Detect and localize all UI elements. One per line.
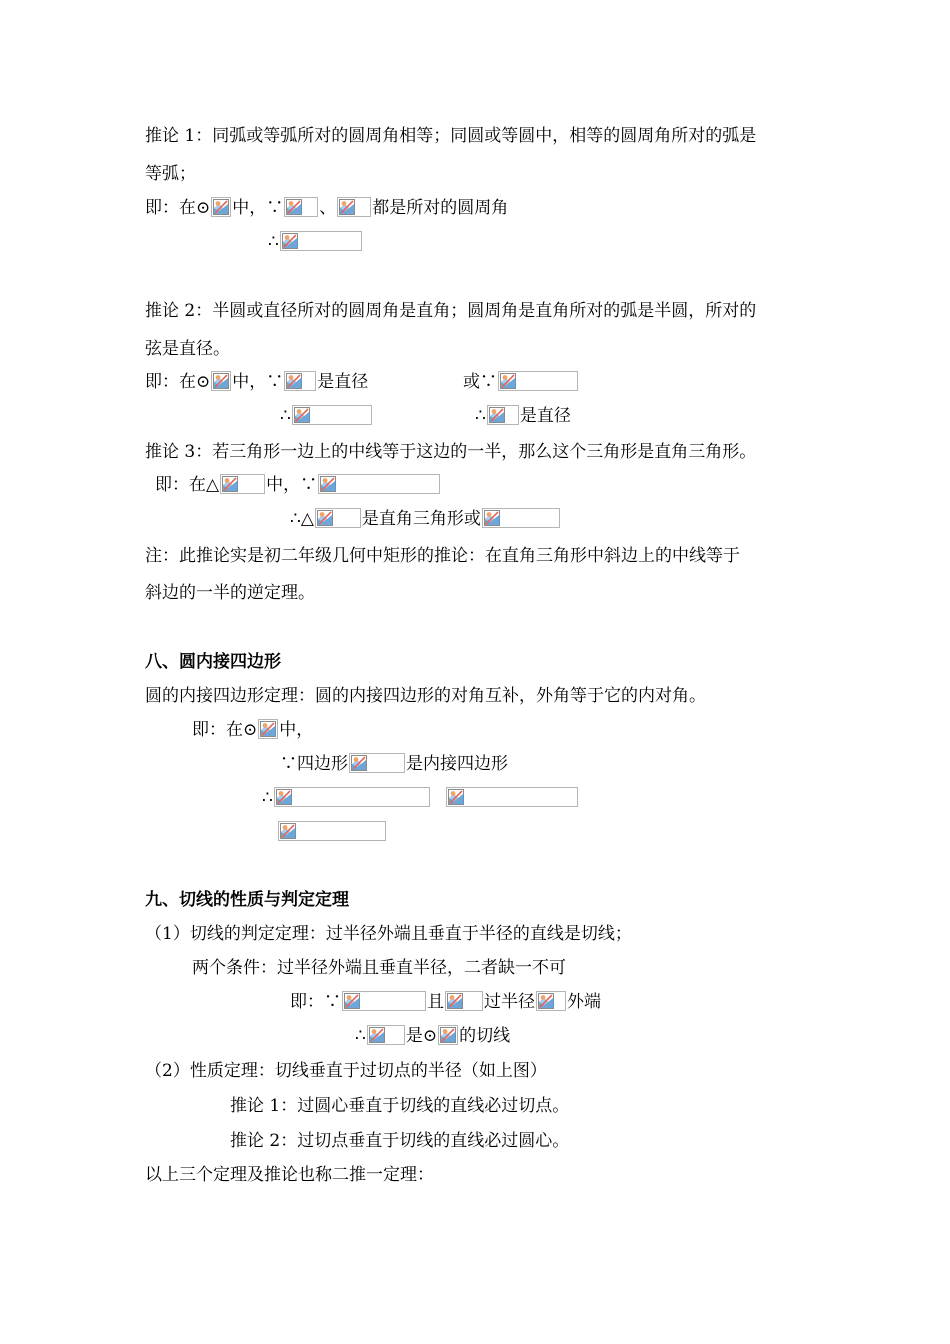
section-8-theorem [145, 685, 706, 707]
text: 推论 2：半圆或直径所对的圆周角是直角；圆周角是直角所对的弧是半圆，所对的 [145, 301, 757, 321]
section-9-summary [145, 1164, 434, 1186]
text: ∴ [475, 406, 486, 426]
text: 两个条件：过半径外端且垂直半径，二者缺一不可 [192, 958, 566, 978]
section-9-corollary-1 [230, 1095, 569, 1117]
corollary-2-given [145, 371, 368, 393]
text: 八、圆内接四边形 [145, 652, 281, 672]
section-9-criterion [145, 923, 632, 945]
broken-image-icon [274, 787, 430, 807]
text: 推论 1：过圆心垂直于切线的直线必过切点。 [230, 1096, 570, 1116]
corollary-2-conclusion [280, 405, 373, 427]
text: 中， [279, 720, 314, 740]
corollary-3-conclusion [290, 508, 561, 530]
text: 即：在⊙ [145, 198, 211, 218]
text: ∴ [355, 1026, 366, 1046]
corollary-1-text-line2 [145, 163, 196, 185]
broken-image-icon [284, 371, 316, 391]
section-8-given-circle [192, 719, 313, 741]
section-9-given [290, 991, 601, 1013]
broken-image-icon [278, 821, 386, 841]
broken-image-icon [318, 474, 440, 494]
broken-image-icon [220, 474, 265, 494]
broken-image-icon [211, 197, 231, 217]
broken-image-icon [342, 991, 426, 1011]
section-9-corollary-2 [230, 1130, 569, 1152]
broken-image-icon [438, 1025, 458, 1045]
text: 斜边的一半的逆定理。 [145, 583, 315, 603]
corollary-1-given [145, 197, 508, 219]
text: 以上三个定理及推论也称二推一定理： [145, 1165, 434, 1185]
broken-image-icon [446, 787, 578, 807]
text: 即：在⊙ [192, 720, 258, 740]
text: 是直径 [317, 372, 369, 392]
section-9-conditions [192, 957, 566, 979]
broken-image-icon [337, 197, 371, 217]
text: 是直角三角形或 [361, 509, 481, 529]
text: 等弧； [145, 164, 196, 184]
section-8-conclusion [262, 787, 579, 809]
corollary-3-text [145, 441, 756, 463]
broken-image-icon [487, 405, 519, 425]
text: ∴ [262, 788, 273, 808]
text: 是直径 [519, 406, 571, 426]
section-9-property [145, 1060, 547, 1082]
text: ∴△ [290, 509, 314, 529]
text: 的切线 [459, 1026, 511, 1046]
corollary-2-text-line2 [145, 338, 230, 360]
broken-image-icon [292, 405, 372, 425]
text: 中，∵ [232, 372, 284, 392]
text: 中，∵ [266, 475, 318, 495]
text: 即：在⊙ [145, 372, 211, 392]
text: 推论 1：同弧或等弧所对的圆周角相等；同圆或等圆中，相等的圆周角所对的弧是 [145, 126, 757, 146]
broken-image-icon [445, 991, 483, 1011]
section-8-conclusion-2 [277, 821, 387, 843]
broken-image-icon [258, 719, 278, 739]
text: 过半径 [484, 992, 535, 1012]
broken-image-icon [349, 753, 405, 773]
corollary-1-text-line1 [145, 125, 756, 147]
broken-image-icon [211, 371, 231, 391]
broken-image-icon [482, 508, 560, 528]
broken-image-icon [536, 991, 566, 1011]
broken-image-icon [284, 197, 318, 217]
text: 即：在△ [155, 475, 220, 495]
corollary-2-text-line1 [145, 300, 756, 322]
broken-image-icon [498, 371, 578, 391]
broken-image-icon [315, 508, 361, 528]
broken-image-icon [280, 231, 362, 251]
text: 即：∵ [290, 992, 341, 1012]
text: 都是所对的圆周角 [372, 198, 509, 218]
corollary-2-given-alt [463, 371, 579, 393]
corollary-2-conclusion-alt [475, 405, 571, 427]
text: 且 [427, 992, 444, 1012]
text: 弦是直径。 [145, 339, 230, 359]
text: 是内接四边形 [406, 754, 508, 774]
text: 圆的内接四边形定理：圆的内接四边形的对角互补，外角等于它的内对角。 [145, 686, 706, 706]
text: ∴ [280, 406, 291, 426]
text: 注：此推论实是初二年级几何中矩形的推论：在直角三角形中斜边上的中线等于 [145, 546, 740, 566]
text: 或∵ [463, 372, 497, 392]
text: 推论 2：过切点垂直于切线的直线必过圆心。 [230, 1131, 570, 1151]
broken-image-icon [367, 1025, 405, 1045]
corollary-1-conclusion [268, 231, 363, 253]
text: ∵四边形 [280, 754, 348, 774]
section-8-given-quad [280, 753, 508, 775]
text: （2）性质定理：切线垂直于过切点的半径（如上图） [145, 1061, 547, 1081]
text: 推论 3：若三角形一边上的中线等于这边的一半，那么这个三角形是直角三角形。 [145, 442, 757, 462]
note-line2 [145, 582, 315, 604]
text: 外端 [567, 992, 601, 1012]
text: 是⊙ [405, 1026, 438, 1046]
section-8-heading [145, 651, 281, 673]
text: （1）切线的判定定理：过半径外端且垂直于半径的直线是切线； [145, 924, 632, 944]
text: 、 [319, 198, 337, 218]
text: 中，∵ [232, 198, 284, 218]
text: 九、切线的性质与判定定理 [145, 890, 349, 910]
section-9-heading [145, 889, 349, 911]
section-9-conclusion [355, 1025, 510, 1047]
corollary-3-given [155, 474, 441, 496]
text: ∴ [268, 232, 279, 252]
note-line1 [145, 545, 740, 567]
